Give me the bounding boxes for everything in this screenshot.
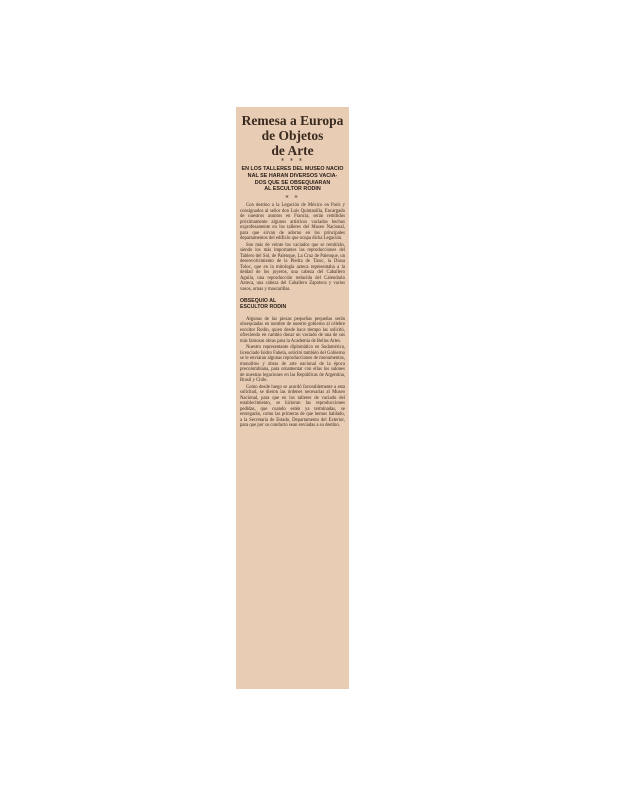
section-body [240, 317, 345, 429]
headline-line: de Objetos [261, 128, 324, 143]
article-paragraph: Algunas de las piezas pequeñas pequeñas serán obsequiadas en nombre de nuestro gobierno al célebre escultor Rodin, quien desde hace tiempo las solicitó, ofreciendo en cambio donar un vaciado de una de sus más famosas obras para la Academia de Bellas Artes. [240, 316, 345, 344]
subhead-line: EN LOS TALLERES DEL MUSEO NACIO [241, 166, 344, 172]
subheadline [240, 166, 345, 193]
headline-line: de Arte [271, 143, 314, 158]
section-heading-line: OBSEQUIO AL [240, 298, 277, 305]
article-body [240, 203, 345, 292]
headline [240, 113, 345, 158]
article-paragraph: Son más de veinte los vaciados que se remitirán, siendo los más importantes las reproducciones del Tablero del Sol, de Palenque, La Cruz de Palenque, un desenvolvimiento de la Piedra de Tizoc, la Diosa Toloc, que en la mitología azteca representaba a la deidad de los joyeros, una cabeza del Caballero Aguila, una reproducción reducida del Calendario Azteca, una cabeza del Caballero Zapoteca y varios vasos, urnas y mascarillas. [240, 242, 345, 292]
article-paragraph: Con destino a la Legación de México en París y consignados al señor don Luis Quintanilla, Encargado de nuestros asuntos en Francia, serán remitidos próximamente algunos artísticos vaciados hechos exprofesamente en los talleres del Museo Nacional, para que sirvan de adorno en los principales departamentos del edificio que ocupa dicha Legación. [240, 203, 345, 242]
article-paragraph: Como desde luego se acordó favorablemente a esta solicitud, se dieron las órdenes necesarias al Museo Nacional, para que en los talleres de vaciado del establecimiento, se hicieran las reproducciones pedidas, que cuando estén ya terminadas, se entregarán, como las primeras de que hemos hablado, a la Secretaría de Estado, Departamento del Exterior, para que por su conducto sean enviadas a su destino. [240, 384, 345, 429]
ornament-stars: * * [285, 195, 300, 203]
newspaper-clipping [236, 107, 349, 689]
subhead-line: DOS QUE SE OBSEQUIARAN [254, 179, 331, 186]
section-heading [240, 298, 345, 310]
section-heading-line: ESCULTOR RODIN [240, 304, 287, 311]
article-paragraph: Nuestro representante diplomático en Sudamérica, licenciado Isidro Fabela, solicitó también del Gobierno se le enviaran algunas reproducciones de monumentos, monolitos y obras de arte nacional de la época precolombiana, para ornamentar con ellas los salones de nuestras legaciones en las Repúblicas de Argentina, Brasil y Chile. [240, 345, 345, 384]
subhead-line: NAL SE HARAN DIVERSOS VACIA- [247, 172, 338, 179]
ornament-stars: * * * [281, 158, 304, 165]
headline-line: Remesa a Europa [241, 113, 344, 128]
subhead-line: AL ESCULTOR RODIN [264, 186, 321, 193]
